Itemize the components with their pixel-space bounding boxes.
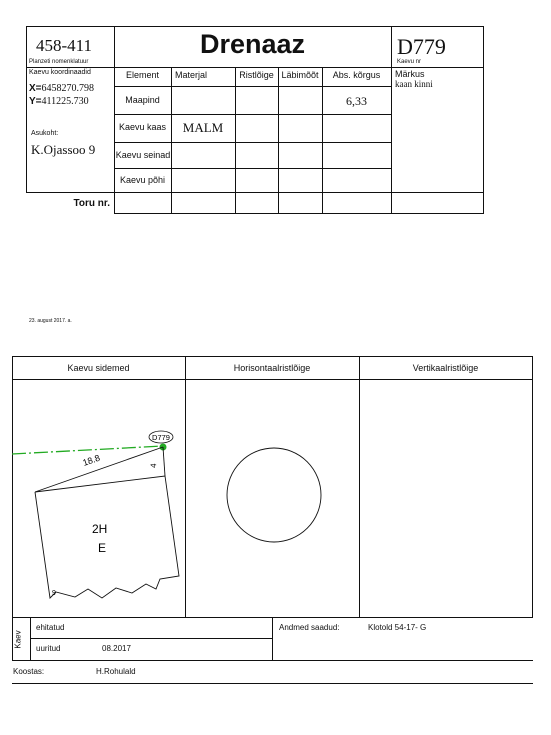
well-tag: D779	[152, 433, 170, 442]
section-horizontal: Horisontaalristlõige	[233, 363, 311, 373]
col-header-remark: Märkus	[395, 69, 425, 79]
corner-mark: 9	[52, 590, 56, 597]
short-side-line	[163, 447, 165, 476]
building-letter: E	[98, 541, 107, 555]
col-header-cross-section: Ristlõige	[239, 70, 274, 80]
sheet-caption: Planzeti nomenklatuur	[29, 59, 89, 65]
col-header-material: Materjal	[174, 70, 207, 80]
distance-line	[35, 447, 163, 492]
side-label-box	[13, 627, 29, 653]
source-value: Klotold 54-17- G	[368, 623, 427, 632]
well-caption: Kaevu nr	[397, 59, 422, 65]
location-value: K.Ojassoo 9	[31, 142, 96, 157]
author-value: H.Rohulald	[96, 667, 136, 676]
surveyed-label: uuritud	[36, 644, 61, 653]
coordinates-label: Kaevu koordinaadid	[29, 69, 91, 76]
connection-sketch	[12, 380, 185, 617]
author-label: Koostas:	[13, 667, 45, 676]
col-header-diameter: Läbimõõt	[281, 70, 319, 80]
sheet-number: 458-411	[36, 36, 93, 55]
horizontal-section-drawing	[186, 380, 359, 617]
date-text: 23. august 2017. a.	[29, 318, 72, 324]
row-label-bottom: Kaevu põhi	[119, 175, 166, 185]
row-label-lid: Kaevu kaas	[118, 122, 167, 132]
section-connections: Kaevu sidemed	[67, 363, 130, 373]
side-mark: 4	[149, 463, 159, 469]
coordinate-y: Y=411225.730	[29, 96, 89, 107]
building-code: 2H	[92, 522, 108, 536]
section-vertical: Vertikaalristlõige	[412, 363, 479, 373]
pipe-label: Toru nr.	[73, 198, 110, 209]
well-circle	[227, 448, 321, 542]
row-label-ground: Maapind	[125, 95, 160, 105]
col-header-element: Element	[125, 70, 160, 80]
well-id: D779	[397, 34, 446, 59]
page-title: Drenaaz	[199, 29, 306, 59]
building-outline	[35, 476, 179, 598]
row-label-walls: Kaevu seinad	[115, 150, 171, 160]
location-label: Asukoht:	[31, 130, 59, 137]
remark-value: kaan kinni	[395, 79, 433, 89]
built-label: ehitatud	[36, 623, 65, 632]
ground-abs-height: 6,33	[346, 94, 367, 108]
surveyed-date: 08.2017	[102, 644, 131, 653]
lid-material: MALM	[182, 120, 224, 135]
coordinate-x: X=6458270.798	[29, 83, 95, 94]
source-label: Andmed saadud:	[279, 623, 340, 632]
col-header-abs-height: Abs. kõrgus	[332, 70, 381, 80]
distance-label: 18.8	[81, 452, 102, 468]
connection-line	[12, 446, 163, 454]
side-label: Kaev	[13, 630, 23, 649]
